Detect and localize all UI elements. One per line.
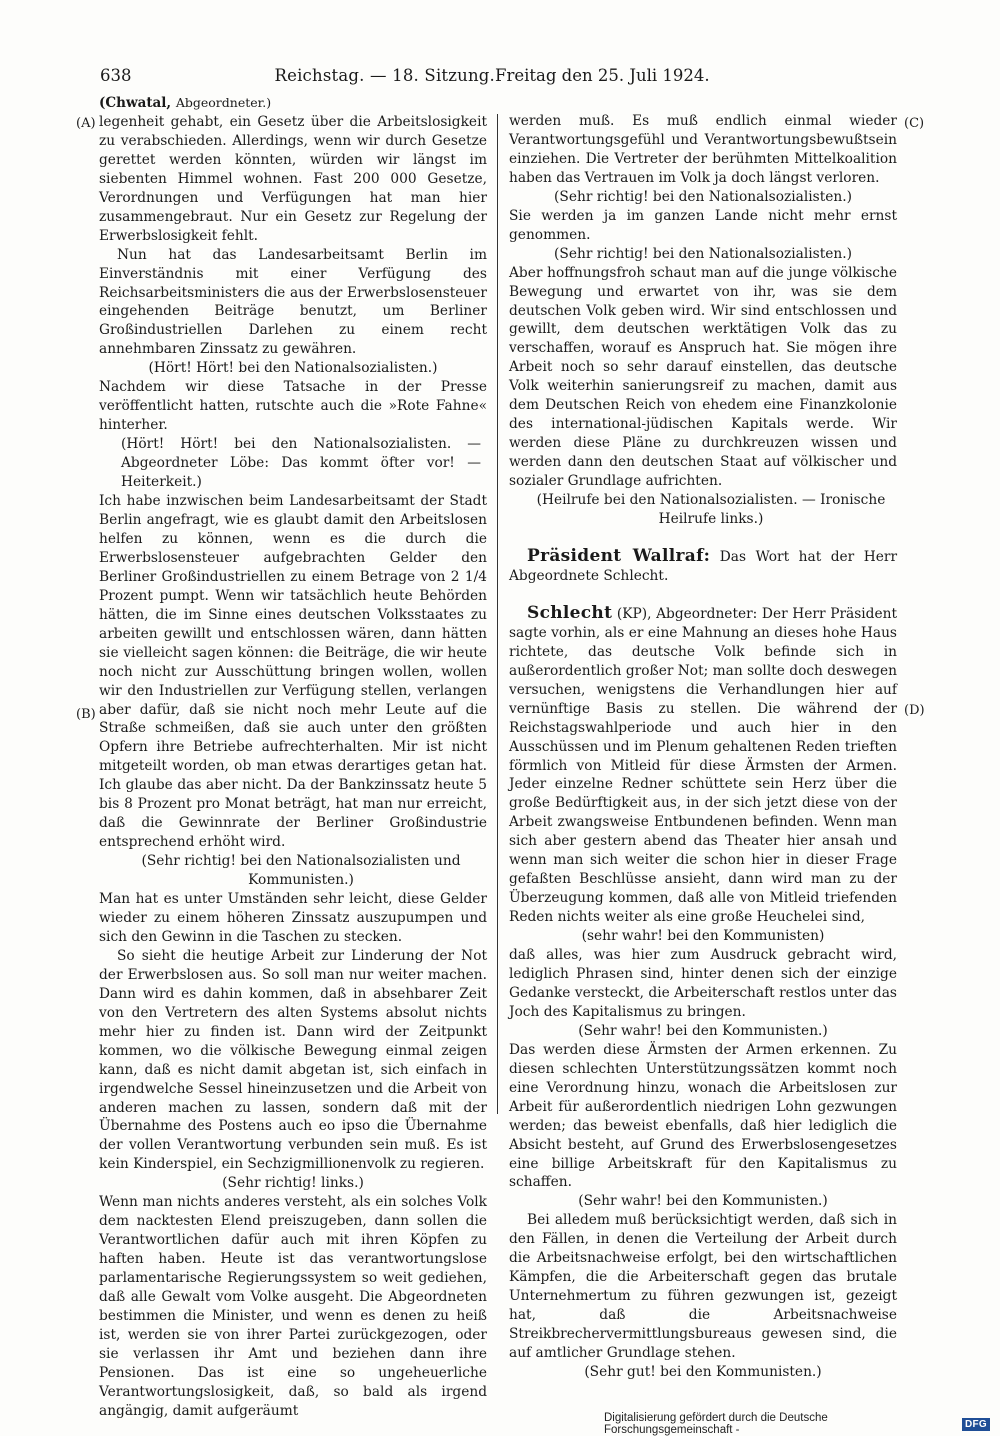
president-text: Das Wort hat der Herr Abgeordnete Schlecht. [509, 548, 898, 584]
speaker-text: (KP), Abgeordneter: Der Herr Präsident sagte vorhin, als er eine Mahnung an dieses hohe Haus richtete, das deutsche Volk befinde sich in außerordentlich großer Not; man sollte doch deswegen versuchen, wenigstens die Verhandlungen hier auf vernünftige Basis zu stellen. Die während der Reichstagswahlperiode und auch hier in den Ausschüssen und im Plenum gehaltenen Reden trieften förmlich von Mitleid für diese Ärmsten der Armen. Jeder einzelne Redner schüttete sein Herz über die große Bedürftigkeit aus, in der sich jetzt diese von der Arbeit zwangsweise Entbundenen befinden. Wenn man sich aber gestern abend das Theater hier ansah und wenn man sich weiter die schon hier in dieser Frage gefaßten Beschlüsse ansieht, dann wird man zu der Überzeugung kommen, daß alle von Mitleid triefenden Reden nichts weiter als eine große Heuchelei sind, [509, 605, 897, 926]
president-name: Präsident Wallraf: [527, 545, 711, 566]
paragraph: Sie werden ja im ganzen Lande nicht mehr ernst genommen. [509, 207, 897, 243]
margin-marker-d: (D) [904, 703, 925, 718]
margin-marker-b: (B) [76, 707, 96, 722]
paragraph: werden muß. Es muß endlich einmal wieder Verantwortungsgefühl und Verantwortungsbewußtsein einziehen. Die Vertreter der berühmten Mittelkoalition haben das Vertrauen im Volk ja doch längst verloren. [509, 113, 897, 186]
page-header [100, 66, 710, 85]
paragraph: Nun hat das Landesarbeitsamt Berlin im Einverständnis mit einer Verfügung des Reichsarbeitsministers die aus der Erwerbslosensteuer eingehenden Beiträge benutzt, um Berliner Großindustriellen Darlehen zu einem recht annehmbaren Zinssatz zu gewähren. [99, 246, 487, 358]
paragraph: Man hat es unter Umständen sehr leicht, diese Gelder wieder zu einem höheren Zinssatz auszupumpen und sich den Gewinn in die Taschen zu stecken. [99, 891, 487, 945]
interjection: (Heilrufe bei den Nationalsozialisten. — Ironische Heilrufe links.) [536, 492, 886, 528]
interjection: (Sehr gut! bei den Kommunisten.) [584, 1364, 822, 1380]
margin-marker-c: (C) [904, 116, 925, 131]
spacer [509, 586, 897, 604]
interjection: (Sehr wahr! bei den Kommunisten.) [578, 1022, 828, 1039]
paragraph: Ich habe inzwischen beim Landesarbeitsamt der Stadt Berlin angefragt, wie es glaubt damit den Arbeitslosen helfen zu können, wenn es die durch die Erwerbslosensteuer aufgebrachten Gelder den Berliner Großindustriellen zu einem Betrage von 2 1/4 Prozent pumpt. Wenn wir tatsächlich heute Behörden hätten, die im Sinne eines deutschen Volksstaates zu arbeiten gewillt und entschlossen wären, dann hätten sie vielleicht sagen können: die Beiträge, die wir heute noch nicht zur Ausschüttung bringen wollen, wollen wir den Industriellen zur Verfügung stellen, verlangen aber dafür, daß sie nicht noch mehr Leute auf die Straße schmeißen, daß sie auch unter den größten Opfern ihre Betriebe aufrechterhalten. Mir ist nicht mitgeteilt worden, ob man etwas derartiges getan hat. Ich glaube das aber nicht. Da der Bankzinssatz heute 5 bis 8 Prozent pro Monat beträgt, hat man nur erreicht, daß die Gewinnrate der Berliner Großindustrie entsprechend erhöht wird. [99, 493, 487, 851]
paragraph: Wenn man nichts anderes versteht, als ein solches Volk dem nacktesten Elend preiszugeben, dann sollen die Verantwortlichen dafür auch mit ihren Köpfen zu haften haben. Heute ist das verantwortungslose parlamentarische Regierungssystem so weit gediehen, daß alle Gewalt vom Volke ausgeht. Die Abgeordneten bestimmen die Minister, und wenn es denen zu heiß ist, werden sie von ihrer Partei zurückgezogen, oder sie verlassen ihr Amt und beziehen dann ihre Pensionen. Das ist eine so ungeheuerliche Verantwortungslosigkeit, daß, so bald als irgend angängig, damit aufgeräumt [99, 1194, 487, 1419]
paragraph: legenheit gehabt, ein Gesetz über die Arbeitslosigkeit zu verabschieden. Allerdings, wenn wir durch Gesetze gerettet werden könnten, würden wir längst im siebenten Himmel wohnen. Fast 200 000 Gesetze, Verordnungen und Verfügungen hat man hier zusammengebraut. Nur ein Gesetz zur Regelung der Erwerbslosigkeit fehlt. [99, 113, 487, 244]
running-speaker-head [99, 94, 487, 113]
header-title: Reichstag. — 18. Sitzung. [274, 66, 495, 85]
header-date: Freitag den 25. Juli 1924. [495, 66, 710, 85]
interjection: (Hört! Hört! bei den Nationalsozialisten.) [148, 360, 438, 377]
footer-text: Digitalisierung gefördert durch die Deutsche Forschungsgemeinschaft - [604, 1412, 828, 1436]
running-speaker-name: (Chwatal, [99, 95, 172, 111]
left-column [99, 94, 487, 1421]
column-divider [497, 114, 498, 1114]
paragraph: Aber hoffnungsfroh schaut man auf die junge völkische Bewegung und erwartet von ihr, was sie dem deutschen Volk geben wird. Wir sind entschlossen und gewillt, dem deutschen werktätigen Volk das zu verschaffen, worauf es Anspruch hat. Sie mögen ihre Arbeit noch so sehr darauf einstellen, das deutsche Volk weiterhin sanierungsreif zu machen, damit aus dem Deutschen Reich von ehedem eine Finanzkolonie des international-jüdischen Kapitals werde. Wir werden diese Pläne zu durchkreuzen wissen und werden dann den deutschen Staat auf völkischer und sozialer Grundlage aufrichten. [509, 264, 897, 490]
paragraph: So sieht die heutige Arbeit zur Linderung der Not der Erwerbslosen aus. So soll man nur weiter machen. Dann wird es dahin kommen, daß in absehbarer Zeit von den Vertretern des alten Systems absolut nichts mehr hier zu finden ist. Dann wird der Zeitpunkt kommen, wo die völkische Bewegung einmal zeigen kann, daß es nicht damit abgetan ist, sich einfach in irgendwelche Sessel hineinzusetzen und die Arbeit von anderen machen zu lassen, sondern daß mit der Übernahme des Postens auch eo ipso die Übernahme der vollen Verantwortung verbunden sein muß. Es ist kein Kinderspiel, ein Sechzigmillionenvolk zu regieren. [99, 947, 487, 1173]
paragraph: Bei alledem muß berücksichtigt werden, daß sich in den Fällen, in denen die Verteilung der Arbeit durch die Arbeitsnachweise erfolgt, bei den wirtschaftlichen Kämpfen, die die Arbeiterschaft gegen das brutale Unternehmertum zu führen gezwungen ist, gezeigt hat, daß die Arbeitsnachweise Streikbrechervermittlungsbureaus gewesen sind, die auf amtlicher Grundlage stehen. [509, 1212, 897, 1362]
interjection: (Sehr richtig! links.) [222, 1175, 364, 1192]
paragraph: Das werden diese Ärmsten der Armen erkennen. Zu diesen schlechten Unterstützungssätzen kommt noch eine Verordnung hinzu, wonach die Arbeitslosen zur Arbeit für außerordentlich niedrigen Lohn gezwungen werden; das beweist ebenfalls, daß hier lediglich die Absicht besteht, auf Grund des Erwerbslosengesetzes eine billige Arbeitskraft für den Kapitalismus zu schaffen. [509, 1041, 897, 1191]
margin-marker-a: (A) [76, 116, 96, 131]
interjection: (Sehr richtig! bei den Nationalsozialisten und Kommunisten.) [141, 853, 461, 889]
digitization-footer [604, 1412, 990, 1436]
running-speaker-role: Abgeordneter.) [175, 95, 272, 110]
interjection: (Sehr wahr! bei den Kommunisten.) [578, 1193, 828, 1210]
page-number: 638 [100, 66, 132, 85]
paragraph: Nachdem wir diese Tatsache in der Presse veröffentlicht hatten, rutschte auch die »Rote Fahne« hinterher. [99, 379, 487, 434]
interjection: (Hört! Hört! bei den Nationalsozialisten. — Abgeordneter Löbe: Das kommt öfter vor! — Heiterkeit.) [121, 436, 481, 491]
president-statement [509, 547, 897, 586]
speaker-name: Schlecht [527, 602, 613, 623]
paragraph: daß alles, was hier zum Ausdruck gebracht wird, lediglich Phrasen sind, hinter denen sich der einzige Gedanke versteckt, die Arbeiterschaft restlos unter das Joch des Kapitalismus zu bringen. [509, 947, 897, 1020]
spacer [509, 529, 897, 547]
interjection: (Sehr richtig! bei den Nationalsozialisten.) [554, 245, 852, 262]
interjection: (Sehr richtig! bei den Nationalsozialisten.) [554, 188, 852, 205]
right-column [509, 112, 897, 1382]
dfg-logo: DFG [962, 1418, 990, 1431]
interjection: (sehr wahr! bei den Kommunisten) [581, 928, 825, 945]
speaker-statement [509, 604, 897, 927]
